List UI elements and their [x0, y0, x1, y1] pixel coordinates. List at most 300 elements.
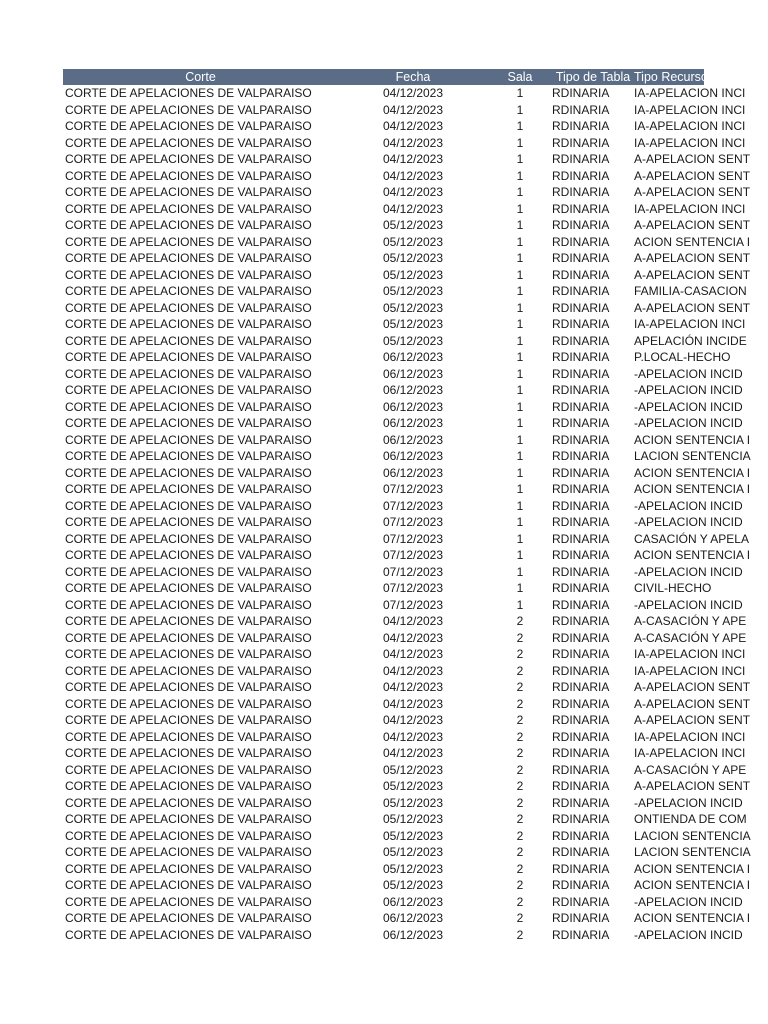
cell-tipo-tabla[interactable]: RDINARIA — [552, 267, 610, 282]
cell-tipo-tabla[interactable]: RDINARIA — [552, 515, 610, 529]
cell-fecha[interactable]: 06/12/2023 — [382, 894, 444, 909]
cell-sala[interactable]: 1 — [516, 548, 524, 562]
cell-sala[interactable]: 1 — [516, 449, 524, 463]
cell-sala[interactable]: 2 — [516, 894, 524, 909]
cell-corte[interactable]: CORTE DE APELACIONES DE VALPARAISO — [65, 614, 312, 628]
table-row — [63, 85, 746, 102]
cell-fecha[interactable]: 05/12/2023 — [382, 878, 444, 892]
header-tipo-recurso[interactable]: Tipo Recurso — [634, 70, 708, 84]
cell-tipo-tabla[interactable]: RDINARIA — [552, 416, 610, 430]
cell-tipo-tabla[interactable]: RDINARIA — [552, 449, 610, 463]
cell-tipo-tabla[interactable]: RDINARIA — [552, 333, 610, 348]
table-row — [63, 877, 751, 894]
cell-sala[interactable]: 2 — [516, 762, 524, 777]
cell-tipo-recurso[interactable]: LACION SENTENCIA — [634, 449, 751, 463]
cell-corte[interactable]: CORTE DE APELACIONES DE VALPARAISO — [65, 795, 312, 810]
cell-corte[interactable]: CORTE DE APELACIONES DE VALPARAISO — [65, 185, 312, 199]
cell-sala[interactable]: 1 — [516, 383, 524, 397]
cell-sala[interactable]: 2 — [516, 713, 524, 727]
cell-corte[interactable]: CORTE DE APELACIONES DE VALPARAISO — [65, 300, 312, 315]
cell-tipo-recurso[interactable]: P.LOCAL-HECHO — [634, 350, 731, 364]
cell-corte[interactable]: CORTE DE APELACIONES DE VALPARAISO — [65, 597, 312, 612]
cell-sala[interactable]: 1 — [516, 432, 524, 447]
header-fecha[interactable]: Fecha — [395, 70, 431, 84]
cell-tipo-recurso[interactable]: -APELACION INCID — [634, 498, 743, 513]
cell-fecha[interactable]: 05/12/2023 — [382, 333, 444, 348]
cell-tipo-recurso[interactable]: ACION SENTENCIA I — [634, 465, 751, 480]
cell-corte[interactable]: CORTE DE APELACIONES DE VALPARAISO — [65, 416, 312, 430]
cell-sala[interactable]: 1 — [516, 597, 524, 612]
cell-tipo-recurso[interactable]: A-CASACIÓN Y APE — [634, 614, 747, 628]
cell-tipo-tabla[interactable]: RDINARIA — [552, 713, 610, 727]
table-row — [63, 844, 751, 861]
cell-tipo-recurso[interactable]: -APELACION INCID — [634, 894, 743, 909]
cell-tipo-recurso[interactable]: -APELACION INCID — [634, 416, 743, 430]
cell-tipo-recurso[interactable]: IA-APELACION INCI — [634, 135, 746, 150]
cell-tipo-tabla[interactable]: RDINARIA — [552, 317, 610, 331]
table-row — [63, 481, 751, 498]
cell-corte[interactable]: CORTE DE APELACIONES DE VALPARAISO — [65, 762, 312, 777]
cell-sala[interactable]: 2 — [516, 680, 524, 694]
cell-corte[interactable]: CORTE DE APELACIONES DE VALPARAISO — [65, 812, 312, 826]
cell-corte[interactable]: CORTE DE APELACIONES DE VALPARAISO — [65, 102, 312, 117]
table-row — [63, 795, 743, 812]
cell-tipo-recurso[interactable]: A-CASACIÓN Y APE — [634, 630, 747, 645]
cell-fecha[interactable]: 04/12/2023 — [382, 119, 444, 133]
cell-tipo-recurso[interactable]: -APELACION INCID — [634, 366, 743, 381]
cell-corte[interactable]: CORTE DE APELACIONES DE VALPARAISO — [65, 498, 312, 513]
cell-sala[interactable]: 1 — [516, 399, 524, 414]
cell-corte[interactable]: CORTE DE APELACIONES DE VALPARAISO — [65, 515, 312, 529]
cell-tipo-tabla[interactable]: RDINARIA — [552, 168, 610, 183]
cell-fecha[interactable]: 05/12/2023 — [382, 251, 444, 265]
cell-fecha[interactable]: 05/12/2023 — [382, 317, 444, 331]
cell-tipo-recurso[interactable]: A-APELACION SENT — [634, 779, 751, 793]
table-body — [63, 85, 751, 943]
cell-fecha[interactable]: 05/12/2023 — [382, 284, 444, 298]
cell-tipo-recurso[interactable]: IA-APELACION INCI — [634, 729, 746, 744]
cell-tipo-recurso[interactable]: FAMILIA-CASACION — [634, 284, 747, 298]
cell-sala[interactable]: 2 — [516, 746, 524, 760]
cell-fecha[interactable]: 04/12/2023 — [382, 680, 444, 694]
cell-corte[interactable]: CORTE DE APELACIONES DE VALPARAISO — [65, 663, 312, 678]
cell-tipo-tabla[interactable]: RDINARIA — [552, 597, 610, 612]
table-row — [63, 679, 751, 696]
cell-fecha[interactable]: 06/12/2023 — [382, 416, 444, 430]
header-corte[interactable]: Corte — [185, 70, 216, 84]
cell-corte[interactable]: CORTE DE APELACIONES DE VALPARAISO — [65, 531, 312, 546]
cell-fecha[interactable]: 06/12/2023 — [382, 449, 444, 463]
cell-tipo-tabla[interactable]: RDINARIA — [552, 878, 610, 892]
cell-tipo-recurso[interactable]: A-APELACION SENT — [634, 713, 751, 727]
cell-corte[interactable]: CORTE DE APELACIONES DE VALPARAISO — [65, 828, 312, 843]
cell-tipo-tabla[interactable]: RDINARIA — [552, 911, 610, 925]
cell-tipo-recurso[interactable]: A-APELACION SENT — [634, 168, 751, 183]
cell-corte[interactable]: CORTE DE APELACIONES DE VALPARAISO — [65, 729, 312, 744]
cell-fecha[interactable]: 07/12/2023 — [382, 597, 444, 612]
cell-tipo-tabla[interactable]: RDINARIA — [552, 251, 610, 265]
cell-tipo-tabla[interactable]: RDINARIA — [552, 696, 610, 711]
cell-tipo-tabla[interactable]: RDINARIA — [552, 185, 610, 199]
cell-fecha[interactable]: 05/12/2023 — [382, 861, 444, 876]
cell-tipo-tabla[interactable]: RDINARIA — [552, 828, 610, 843]
cell-sala[interactable]: 2 — [516, 779, 524, 793]
cell-tipo-tabla[interactable]: RDINARIA — [552, 564, 610, 579]
table-row — [63, 333, 747, 350]
cell-tipo-recurso[interactable]: IA-APELACION INCI — [634, 102, 746, 117]
cell-tipo-tabla[interactable]: RDINARIA — [552, 366, 610, 381]
cell-corte[interactable]: CORTE DE APELACIONES DE VALPARAISO — [65, 548, 312, 562]
cell-tipo-recurso[interactable]: A-APELACION SENT — [634, 267, 751, 282]
table-row — [63, 432, 751, 449]
table-row — [63, 184, 751, 201]
cell-sala[interactable]: 2 — [516, 647, 524, 661]
header-row — [63, 69, 708, 85]
cell-tipo-tabla[interactable]: RDINARIA — [552, 762, 610, 777]
table-row — [63, 102, 746, 119]
table-row — [63, 300, 751, 317]
table-row — [63, 151, 751, 168]
cell-fecha[interactable]: 07/12/2023 — [382, 515, 444, 529]
cell-corte[interactable]: CORTE DE APELACIONES DE VALPARAISO — [65, 927, 312, 942]
cell-tipo-recurso[interactable]: -APELACION INCID — [634, 795, 743, 810]
cell-corte[interactable]: CORTE DE APELACIONES DE VALPARAISO — [65, 482, 312, 496]
cell-tipo-tabla[interactable]: RDINARIA — [552, 135, 610, 150]
cell-corte[interactable]: CORTE DE APELACIONES DE VALPARAISO — [65, 647, 312, 661]
cell-tipo-tabla[interactable]: RDINARIA — [552, 399, 610, 414]
cell-sala[interactable]: 1 — [516, 251, 524, 265]
cell-sala[interactable]: 1 — [516, 267, 524, 282]
cell-fecha[interactable]: 06/12/2023 — [382, 383, 444, 397]
cell-corte[interactable]: CORTE DE APELACIONES DE VALPARAISO — [65, 267, 312, 282]
cell-tipo-recurso[interactable]: -APELACION INCID — [634, 597, 743, 612]
cell-fecha[interactable]: 06/12/2023 — [382, 366, 444, 381]
cell-fecha[interactable]: 07/12/2023 — [382, 531, 444, 546]
cell-tipo-recurso[interactable]: ACION SENTENCIA I — [634, 911, 751, 925]
cell-corte[interactable]: CORTE DE APELACIONES DE VALPARAISO — [65, 630, 312, 645]
cell-sala[interactable]: 2 — [516, 911, 524, 925]
cell-tipo-recurso[interactable]: IA-APELACION INCI — [634, 663, 746, 678]
cell-sala[interactable]: 1 — [516, 416, 524, 430]
cell-fecha[interactable]: 04/12/2023 — [382, 746, 444, 760]
cell-tipo-tabla[interactable]: RDINARIA — [552, 152, 610, 166]
spreadsheet-table — [63, 69, 751, 943]
cell-tipo-tabla[interactable]: RDINARIA — [552, 581, 610, 595]
cell-corte[interactable]: CORTE DE APELACIONES DE VALPARAISO — [65, 201, 312, 216]
cell-corte[interactable]: CORTE DE APELACIONES DE VALPARAISO — [65, 218, 312, 232]
cell-tipo-tabla[interactable]: RDINARIA — [552, 300, 610, 315]
cell-tipo-tabla[interactable]: RDINARIA — [552, 548, 610, 562]
table-row — [63, 399, 743, 416]
table-row — [63, 283, 747, 300]
cell-tipo-tabla[interactable]: RDINARIA — [552, 680, 610, 694]
cell-tipo-recurso[interactable]: ACION SENTENCIA I — [634, 234, 751, 249]
cell-tipo-tabla[interactable]: RDINARIA — [552, 201, 610, 216]
cell-corte[interactable]: CORTE DE APELACIONES DE VALPARAISO — [65, 680, 312, 694]
cell-corte[interactable]: CORTE DE APELACIONES DE VALPARAISO — [65, 911, 312, 925]
cell-fecha[interactable]: 04/12/2023 — [382, 696, 444, 711]
cell-corte[interactable]: CORTE DE APELACIONES DE VALPARAISO — [65, 135, 312, 150]
cell-fecha[interactable]: 05/12/2023 — [382, 762, 444, 777]
cell-tipo-tabla[interactable]: RDINARIA — [552, 812, 610, 826]
cell-tipo-tabla[interactable]: RDINARIA — [552, 234, 610, 249]
cell-corte[interactable]: CORTE DE APELACIONES DE VALPARAISO — [65, 779, 312, 793]
cell-fecha[interactable]: 05/12/2023 — [382, 828, 444, 843]
table-row — [63, 613, 747, 630]
cell-tipo-recurso[interactable]: CIVIL-HECHO — [634, 581, 712, 595]
cell-tipo-tabla[interactable]: RDINARIA — [552, 531, 610, 546]
cell-corte[interactable]: CORTE DE APELACIONES DE VALPARAISO — [65, 564, 312, 579]
cell-corte[interactable]: CORTE DE APELACIONES DE VALPARAISO — [65, 251, 312, 265]
cell-fecha[interactable]: 05/12/2023 — [382, 795, 444, 810]
cell-fecha[interactable]: 07/12/2023 — [382, 548, 444, 562]
cell-fecha[interactable]: 05/12/2023 — [382, 779, 444, 793]
table-row — [63, 118, 746, 135]
cell-sala[interactable]: 2 — [516, 663, 524, 678]
cell-corte[interactable]: CORTE DE APELACIONES DE VALPARAISO — [65, 894, 312, 909]
cell-tipo-tabla[interactable]: RDINARIA — [552, 432, 610, 447]
cell-fecha[interactable]: 05/12/2023 — [382, 267, 444, 282]
cell-fecha[interactable]: 04/12/2023 — [382, 647, 444, 661]
cell-sala[interactable]: 1 — [516, 168, 524, 183]
cell-tipo-recurso[interactable]: ACION SENTENCIA I — [634, 861, 751, 876]
cell-tipo-recurso[interactable]: A-APELACION SENT — [634, 300, 751, 315]
cell-tipo-tabla[interactable]: RDINARIA — [552, 927, 610, 942]
cell-tipo-recurso[interactable]: IA-APELACION INCI — [634, 317, 746, 331]
cell-tipo-tabla[interactable]: RDINARIA — [552, 482, 610, 496]
cell-tipo-tabla[interactable]: RDINARIA — [552, 663, 610, 678]
cell-fecha[interactable]: 07/12/2023 — [382, 482, 444, 496]
cell-fecha[interactable]: 07/12/2023 — [382, 581, 444, 595]
cell-fecha[interactable]: 05/12/2023 — [382, 845, 444, 859]
cell-corte[interactable]: CORTE DE APELACIONES DE VALPARAISO — [65, 119, 312, 133]
cell-fecha[interactable]: 06/12/2023 — [382, 911, 444, 925]
cell-fecha[interactable]: 04/12/2023 — [382, 729, 444, 744]
cell-sala[interactable]: 1 — [516, 531, 524, 546]
cell-fecha[interactable]: 05/12/2023 — [382, 812, 444, 826]
cell-sala[interactable]: 1 — [516, 564, 524, 579]
cell-sala[interactable]: 2 — [516, 795, 524, 810]
cell-corte[interactable]: CORTE DE APELACIONES DE VALPARAISO — [65, 383, 312, 397]
table-row — [63, 415, 743, 432]
cell-fecha[interactable]: 04/12/2023 — [382, 201, 444, 216]
cell-corte[interactable]: CORTE DE APELACIONES DE VALPARAISO — [65, 878, 312, 892]
table-row — [63, 564, 743, 581]
cell-fecha[interactable]: 06/12/2023 — [382, 927, 444, 942]
cell-corte[interactable]: CORTE DE APELACIONES DE VALPARAISO — [65, 333, 312, 348]
cell-tipo-tabla[interactable]: RDINARIA — [552, 284, 610, 298]
cell-corte[interactable]: CORTE DE APELACIONES DE VALPARAISO — [65, 350, 312, 364]
cell-fecha[interactable]: 04/12/2023 — [382, 168, 444, 183]
cell-sala[interactable]: 1 — [516, 201, 524, 216]
cell-tipo-tabla[interactable]: RDINARIA — [552, 498, 610, 513]
cell-sala[interactable]: 1 — [516, 218, 524, 232]
cell-sala[interactable]: 1 — [516, 515, 524, 529]
cell-corte[interactable]: CORTE DE APELACIONES DE VALPARAISO — [65, 317, 312, 331]
header-sala[interactable]: Sala — [507, 70, 533, 84]
cell-tipo-recurso[interactable]: ACION SENTENCIA I — [634, 482, 751, 496]
cell-corte[interactable]: CORTE DE APELACIONES DE VALPARAISO — [65, 465, 312, 480]
cell-fecha[interactable]: 04/12/2023 — [382, 185, 444, 199]
cell-tipo-recurso[interactable]: LACION SENTENCIA — [634, 828, 751, 843]
cell-corte[interactable]: CORTE DE APELACIONES DE VALPARAISO — [65, 234, 312, 249]
table-row — [63, 382, 743, 399]
cell-corte[interactable]: CORTE DE APELACIONES DE VALPARAISO — [65, 152, 312, 166]
cell-sala[interactable]: 2 — [516, 861, 524, 876]
cell-fecha[interactable]: 06/12/2023 — [382, 465, 444, 480]
table-row — [63, 861, 751, 878]
cell-sala[interactable]: 1 — [516, 581, 524, 595]
cell-fecha[interactable]: 04/12/2023 — [382, 102, 444, 117]
cell-sala[interactable]: 2 — [516, 927, 524, 942]
cell-sala[interactable]: 1 — [516, 366, 524, 381]
cell-fecha[interactable]: 06/12/2023 — [382, 399, 444, 414]
cell-tipo-recurso[interactable]: A-APELACION SENT — [634, 251, 751, 265]
cell-corte[interactable]: CORTE DE APELACIONES DE VALPARAISO — [65, 713, 312, 727]
cell-fecha[interactable]: 05/12/2023 — [382, 234, 444, 249]
cell-tipo-recurso[interactable]: ONTIENDA DE COM — [634, 812, 747, 826]
cell-tipo-recurso[interactable]: ACION SENTENCIA I — [634, 878, 751, 892]
cell-tipo-tabla[interactable]: RDINARIA — [552, 779, 610, 793]
cell-sala[interactable]: 1 — [516, 465, 524, 480]
cell-tipo-recurso[interactable]: -APELACION INCID — [634, 383, 743, 397]
cell-fecha[interactable]: 04/12/2023 — [382, 86, 444, 100]
cell-sala[interactable]: 1 — [516, 300, 524, 315]
cell-tipo-tabla[interactable]: RDINARIA — [552, 350, 610, 364]
table-row — [63, 762, 747, 779]
table-row — [63, 745, 746, 762]
cell-sala[interactable]: 2 — [516, 729, 524, 744]
cell-sala[interactable]: 2 — [516, 845, 524, 859]
cell-sala[interactable]: 1 — [516, 86, 524, 100]
cell-sala[interactable]: 1 — [516, 317, 524, 331]
cell-tipo-tabla[interactable]: RDINARIA — [552, 119, 610, 133]
table-row — [63, 316, 746, 333]
table-row — [63, 729, 746, 746]
cell-tipo-tabla[interactable]: RDINARIA — [552, 845, 610, 859]
cell-sala[interactable]: 2 — [516, 696, 524, 711]
cell-corte[interactable]: CORTE DE APELACIONES DE VALPARAISO — [65, 696, 312, 711]
cell-tipo-recurso[interactable]: IA-APELACION INCI — [634, 647, 746, 661]
cell-sala[interactable]: 1 — [516, 234, 524, 249]
cell-tipo-recurso[interactable]: IA-APELACION INCI — [634, 119, 746, 133]
cell-corte[interactable]: CORTE DE APELACIONES DE VALPARAISO — [65, 581, 312, 595]
cell-fecha[interactable]: 06/12/2023 — [382, 432, 444, 447]
cell-corte[interactable]: CORTE DE APELACIONES DE VALPARAISO — [65, 366, 312, 381]
cell-corte[interactable]: CORTE DE APELACIONES DE VALPARAISO — [65, 861, 312, 876]
cell-sala[interactable]: 2 — [516, 812, 524, 826]
table-row — [63, 597, 743, 614]
cell-tipo-recurso[interactable]: IA-APELACION INCI — [634, 86, 746, 100]
cell-sala[interactable]: 1 — [516, 350, 524, 364]
cell-corte[interactable]: CORTE DE APELACIONES DE VALPARAISO — [65, 432, 312, 447]
cell-tipo-recurso[interactable]: -APELACION INCID — [634, 515, 743, 529]
cell-fecha[interactable]: 07/12/2023 — [382, 564, 444, 579]
cell-tipo-tabla[interactable]: RDINARIA — [552, 729, 610, 744]
cell-tipo-recurso[interactable]: APELACIÓN INCIDE — [634, 333, 747, 348]
cell-tipo-tabla[interactable]: RDINARIA — [552, 614, 610, 628]
cell-fecha[interactable]: 04/12/2023 — [382, 614, 444, 628]
cell-corte[interactable]: CORTE DE APELACIONES DE VALPARAISO — [65, 449, 312, 463]
cell-corte[interactable]: CORTE DE APELACIONES DE VALPARAISO — [65, 845, 312, 859]
cell-sala[interactable]: 1 — [516, 135, 524, 150]
table-row — [63, 828, 751, 845]
table-row — [63, 201, 746, 218]
cell-sala[interactable]: 1 — [516, 102, 524, 117]
cell-fecha[interactable]: 04/12/2023 — [382, 135, 444, 150]
cell-fecha[interactable]: 07/12/2023 — [382, 498, 444, 513]
cell-corte[interactable]: CORTE DE APELACIONES DE VALPARAISO — [65, 746, 312, 760]
cell-corte[interactable]: CORTE DE APELACIONES DE VALPARAISO — [65, 284, 312, 298]
cell-corte[interactable]: CORTE DE APELACIONES DE VALPARAISO — [65, 168, 312, 183]
table-row — [63, 168, 751, 185]
table-row — [63, 712, 751, 729]
cell-fecha[interactable]: 05/12/2023 — [382, 300, 444, 315]
cell-corte[interactable]: CORTE DE APELACIONES DE VALPARAISO — [65, 399, 312, 414]
cell-fecha[interactable]: 06/12/2023 — [382, 350, 444, 364]
cell-tipo-tabla[interactable]: RDINARIA — [552, 861, 610, 876]
cell-tipo-recurso[interactable]: -APELACION INCID — [634, 564, 743, 579]
cell-tipo-tabla[interactable]: RDINARIA — [552, 86, 610, 100]
table-row — [63, 778, 751, 795]
header-tipo-tabla[interactable]: Tipo de Tabla — [555, 70, 631, 84]
cell-tipo-tabla[interactable]: RDINARIA — [552, 465, 610, 480]
cell-fecha[interactable]: 04/12/2023 — [382, 630, 444, 645]
cell-tipo-tabla[interactable]: RDINARIA — [552, 795, 610, 810]
table-row — [63, 465, 751, 482]
cell-fecha[interactable]: 04/12/2023 — [382, 713, 444, 727]
cell-tipo-tabla[interactable]: RDINARIA — [552, 746, 610, 760]
cell-tipo-tabla[interactable]: RDINARIA — [552, 894, 610, 909]
cell-sala[interactable]: 2 — [516, 614, 524, 628]
cell-tipo-recurso[interactable]: ACION SENTENCIA I — [634, 548, 751, 562]
cell-sala[interactable]: 1 — [516, 498, 524, 513]
cell-tipo-recurso[interactable]: A-CASACIÓN Y APE — [634, 762, 747, 777]
cell-tipo-recurso[interactable]: LACION SENTENCIA — [634, 845, 751, 859]
cell-fecha[interactable]: 05/12/2023 — [382, 218, 444, 232]
cell-tipo-tabla[interactable]: RDINARIA — [552, 647, 610, 661]
cell-tipo-tabla[interactable]: RDINARIA — [552, 630, 610, 645]
cell-tipo-recurso[interactable]: A-APELACION SENT — [634, 680, 751, 694]
cell-tipo-recurso[interactable]: A-APELACION SENT — [634, 696, 751, 711]
cell-tipo-recurso[interactable]: A-APELACION SENT — [634, 152, 751, 166]
cell-sala[interactable]: 2 — [516, 828, 524, 843]
cell-sala[interactable]: 2 — [516, 878, 524, 892]
cell-sala[interactable]: 1 — [516, 482, 524, 496]
cell-tipo-tabla[interactable]: RDINARIA — [552, 218, 610, 232]
cell-tipo-recurso[interactable]: ACION SENTENCIA I — [634, 432, 751, 447]
cell-sala[interactable]: 1 — [516, 185, 524, 199]
cell-sala[interactable]: 1 — [516, 152, 524, 166]
cell-tipo-recurso[interactable]: A-APELACION SENT — [634, 218, 751, 232]
cell-sala[interactable]: 1 — [516, 119, 524, 133]
cell-tipo-recurso[interactable]: IA-APELACION INCI — [634, 201, 746, 216]
cell-fecha[interactable]: 04/12/2023 — [382, 152, 444, 166]
cell-tipo-tabla[interactable]: RDINARIA — [552, 102, 610, 117]
cell-tipo-recurso[interactable]: A-APELACION SENT — [634, 185, 751, 199]
cell-sala[interactable]: 1 — [516, 284, 524, 298]
cell-tipo-recurso[interactable]: IA-APELACION INCI — [634, 746, 746, 760]
cell-tipo-tabla[interactable]: RDINARIA — [552, 383, 610, 397]
cell-corte[interactable]: CORTE DE APELACIONES DE VALPARAISO — [65, 86, 312, 100]
cell-sala[interactable]: 1 — [516, 333, 524, 348]
cell-tipo-recurso[interactable]: -APELACION INCID — [634, 927, 743, 942]
cell-fecha[interactable]: 04/12/2023 — [382, 663, 444, 678]
cell-sala[interactable]: 2 — [516, 630, 524, 645]
cell-tipo-recurso[interactable]: -APELACION INCID — [634, 399, 743, 414]
table-row — [63, 250, 751, 267]
cell-tipo-recurso[interactable]: CASACIÓN Y APELA — [634, 531, 749, 546]
